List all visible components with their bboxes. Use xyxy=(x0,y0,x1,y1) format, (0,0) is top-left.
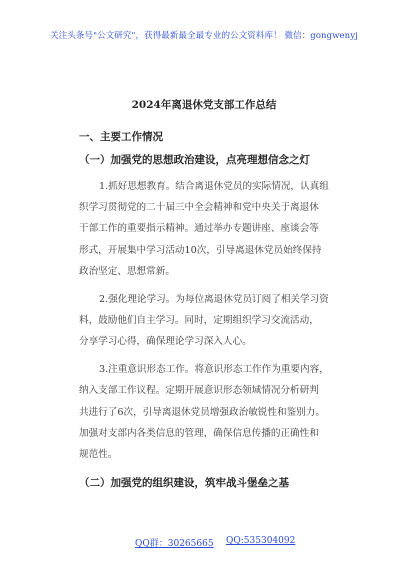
subsection-heading-2: （二）加强党的组织建设，筑牢战斗堡垒之基 xyxy=(79,477,289,489)
footer xyxy=(0,536,408,550)
paragraph-line: 干部工作的重要指示精神。通过举办专题讲座、座谈会等 xyxy=(79,223,319,234)
header-note[interactable]: 关注头条号"公文研究"，获得最新最全最专业的公文资料库！ 微信：gongwenyj xyxy=(50,31,358,41)
paragraph-line: 纳入支部工作议程。定期开展意识形态领域情况分析研判 xyxy=(79,385,319,396)
paragraph-line: 形式，开展集中学习活动10次，引导离退休党员始终保持 xyxy=(79,245,322,256)
paragraph-line: 规范性。 xyxy=(79,449,118,460)
paragraph-line: 1.抓好思想教育。结合离退休党员的实际情况，认真组 xyxy=(99,181,329,192)
paragraph-line: 加强对支部内各类信息的管理，确保信息传播的正确性和 xyxy=(79,428,319,439)
footer-qq-group-link[interactable]: QQ群：30265665 xyxy=(135,539,214,549)
paragraph-line: 料，鼓励他们自主学习。同时，定期组织学习交流活动， xyxy=(79,315,319,326)
paragraph-line: 2.强化理论学习。为每位离退休党员订阅了相关学习资 xyxy=(99,294,329,305)
subsection-heading-1: （一）加强党的思想政治建设，点亮理想信念之灯 xyxy=(79,154,310,166)
paragraph-line: 共进行了6次，引导离退休党员增强政治敏锐性和鉴别力。 xyxy=(79,407,325,418)
paragraph-line: 3.注重意识形态工作。将意识形态工作作为重要内容， xyxy=(99,364,329,375)
paragraph-line: 织学习贯彻党的二十届三中全会精神和党中央关于离退休 xyxy=(79,202,319,213)
footer-qq-link[interactable]: QQ:535304092 xyxy=(226,536,296,546)
document-title: 2024年离退休党支部工作总结 xyxy=(131,99,277,111)
section-heading-1: 一、主要工作情况 xyxy=(79,131,163,143)
paragraph-line: 政治坚定、思想常新。 xyxy=(79,266,175,277)
paragraph-line: 分享学习心得，确保理论学习深入人心。 xyxy=(79,336,252,347)
